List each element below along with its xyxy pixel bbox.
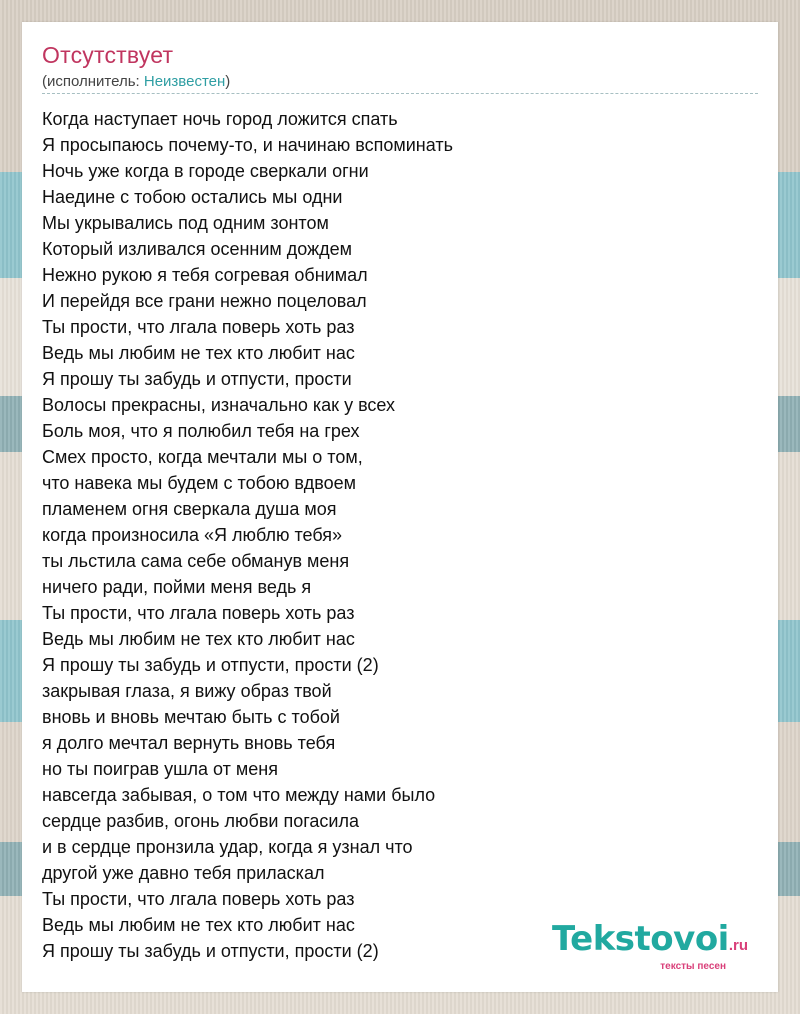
lyric-line: и в сердце пронзила удар, когда я узнал что (42, 837, 413, 857)
site-logo[interactable] (551, 919, 748, 972)
lyric-line: Ты прости, что лгала поверь хоть раз (42, 317, 355, 337)
lyric-line: Я прошу ты забудь и отпусти, прости (2) (42, 941, 379, 961)
song-title: Отсутствует (42, 42, 174, 68)
lyric-line: Который изливался осенним дождем (42, 239, 353, 259)
lyrics-card (22, 22, 778, 992)
lyric-line: Ведь мы любим не тех кто любит нас (42, 629, 355, 649)
lyric-line: Я просыпаюсь почему-то, и начинаю вспоминать (42, 135, 453, 155)
lyric-line: пламенем огня сверкала душа моя (42, 499, 337, 519)
lyric-line: Ты прости, что лгала поверь хоть раз (42, 603, 355, 623)
lyric-line: я долго мечтал вернуть вновь тебя (42, 733, 336, 753)
lyric-line: но ты поиграв ушла от меня (42, 759, 278, 779)
artist-link[interactable]: Неизвестен (143, 73, 226, 90)
lyric-line: вновь и вновь мечтаю быть с тобой (42, 707, 340, 727)
lyric-line: Боль моя, что я полюбил тебя на грех (42, 421, 360, 441)
logo-wordmark (551, 919, 748, 963)
lyric-line: Я прошу ты забудь и отпусти, прости (42, 369, 352, 389)
lyric-line: ничего ради, пойми меня ведь я (42, 577, 312, 597)
artist-line (42, 73, 230, 90)
lyric-line: Ведь мы любим не тех кто любит нас (42, 915, 355, 935)
lyric-line: Я прошу ты забудь и отпусти, прости (2) (42, 655, 379, 675)
lyric-line: другой уже давно тебя приласкал (42, 863, 325, 883)
lyric-line: сердце разбив, огонь любви погасила (42, 811, 359, 831)
lyric-line: навсегда забывая, о том что между нами было (42, 785, 436, 805)
lyric-line: Смех просто, когда мечтали мы о том, (42, 447, 363, 467)
logo-name: Tekstovoi (551, 919, 729, 959)
artist-prefix: (исполнитель: (42, 73, 144, 90)
logo-tld: .ru (728, 937, 748, 954)
logo-tagline: тексты песен (660, 961, 726, 972)
lyric-line: ты льстила сама себе обманув меня (42, 551, 350, 571)
lyric-line: что навека мы будем с тобою вдвоем (42, 473, 357, 493)
lyric-line: когда произносила «Я люблю тебя» (42, 525, 342, 545)
lyrics-text (42, 106, 453, 964)
artist-suffix: ) (225, 73, 231, 90)
lyric-line: Ты прости, что лгала поверь хоть раз (42, 889, 355, 909)
lyric-line: И перейдя все грани нежно поцеловал (42, 291, 367, 311)
lyric-line: Волосы прекрасны, изначально как у всех (42, 395, 396, 415)
lyric-line: Мы укрывались под одним зонтом (42, 213, 329, 233)
dashed-divider (42, 93, 758, 94)
lyric-line: Ведь мы любим не тех кто любит нас (42, 343, 355, 363)
lyric-line: Наедине с тобою остались мы одни (42, 187, 343, 207)
lyric-line: закрывая глаза, я вижу образ твой (42, 681, 332, 701)
lyric-line: Когда наступает ночь город ложится спать (42, 109, 398, 129)
lyric-line: Нежно рукою я тебя согревая обнимал (42, 265, 368, 285)
lyric-line: Ночь уже когда в городе сверкали огни (42, 161, 369, 181)
